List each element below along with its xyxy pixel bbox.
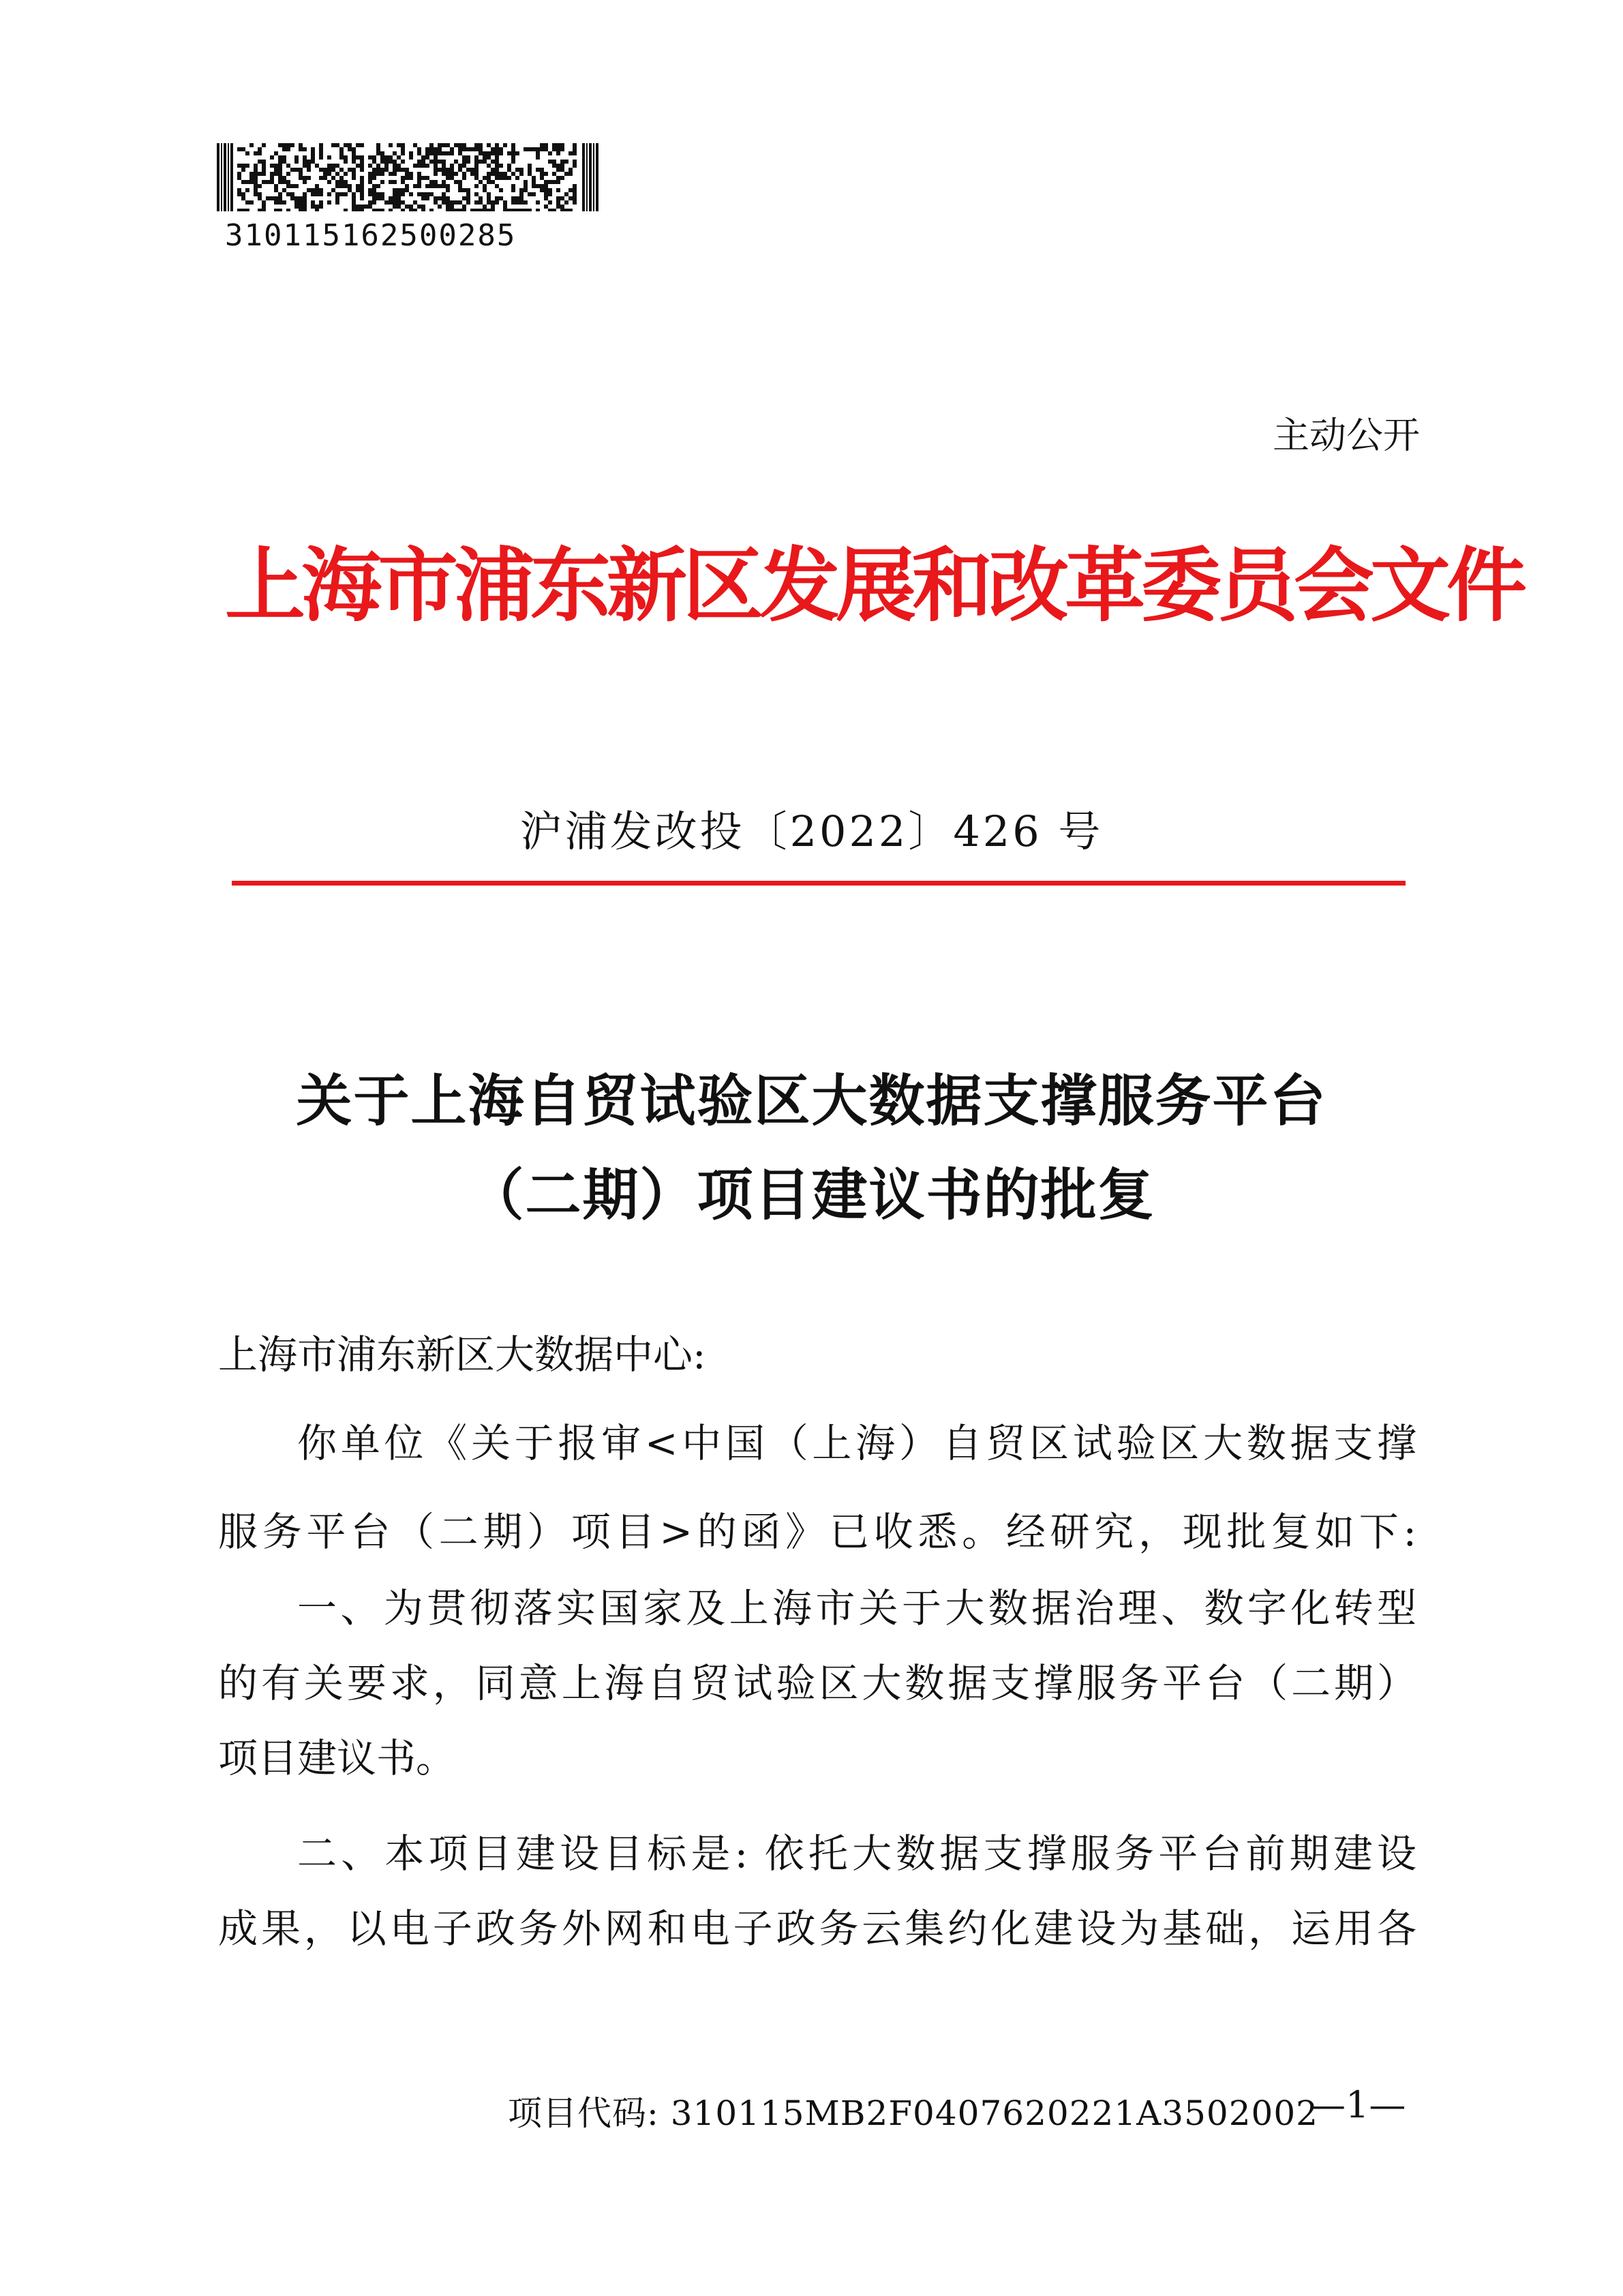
issuer-letterhead: 上海市浦东新区发展和改革委员会文件 [225,538,1523,633]
paragraph-1-line-1: 你单位《关于报审<中国（上海）自贸区试验区大数据支撑 [297,1420,1416,1466]
paragraph-3-line-2: 成果，以电子政务外网和电子政务云集约化建设为基础，运用各 [218,1905,1416,1952]
red-divider [232,881,1406,886]
paragraph-2-line-2: 的有关要求，同意上海自贸试验区大数据支撑服务平台（二期） [218,1660,1416,1706]
document-title-line-2: （二期）项目建议书的批复 [468,1162,1155,1228]
document-number: 沪浦发改投〔2022〕426 号 [519,806,1104,856]
recipient: 上海市浦东新区大数据中心: [218,1331,706,1378]
barcode-image [217,143,598,211]
paragraph-1-line-2: 服务平台（二期）项目>的函》已收悉。经研究，现批复如下: [218,1509,1416,1555]
barcode-number: 310115162500285 [225,218,517,253]
page-number: —1— [1309,2083,1406,2126]
paragraph-2-line-3: 项目建议书。 [218,1735,456,1781]
paragraph-3-line-1: 二、本项目建设目标是: 依托大数据支撑服务平台前期建设 [297,1830,1416,1877]
paragraph-2-line-1: 一、为贯彻落实国家及上海市关于大数据治理、数字化转型 [297,1585,1416,1631]
disclosure-label: 主动公开 [1273,414,1420,457]
document-title-line-1: 关于上海自贸试验区大数据支撑服务平台 [296,1068,1327,1134]
project-code: 项目代码: 310115MB2F0407620221A3502002 [508,2094,1318,2133]
